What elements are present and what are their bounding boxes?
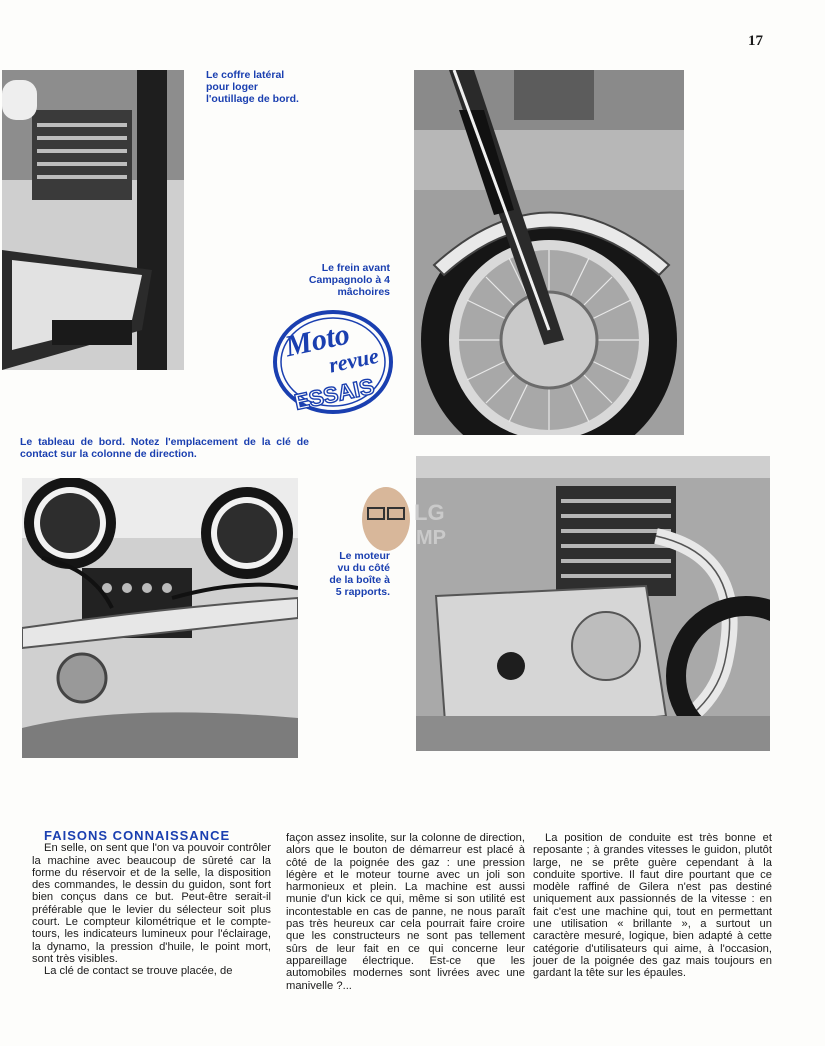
caption-engine: Le moteur vu du côté de la boîte à 5 rapports.	[329, 550, 390, 598]
photo-front-brake	[414, 70, 684, 435]
moto-revue-essais-stamp	[268, 307, 398, 417]
paragraph: En selle, on sent que l'on va pouvoir contrôler la machine avec beaucoup de sûreté car la forme du réservoir et de la selle, la disposition des commandes, le dessin du guidon, sont fort bien conçus dans ce but. Peut-être serait-il préférable que le levier du sélecteur soit plus court. Le compteur kilométrique et le compte-tours, les indicateurs lumineux pour l'éclairage, la dynamo, la pression d'huile, le point mort, sont très visibles.	[32, 842, 271, 965]
article-column-2	[286, 832, 525, 992]
article-heading: FAISONS CONNAISSANCE	[44, 828, 231, 843]
photo-side-toolbox	[2, 70, 184, 370]
caption-front-brake: Le frein avant Campagnolo à 4 mâchoires	[308, 262, 390, 298]
paragraph: façon assez insolite, sur la colonne de direction, alors que le bouton de démarreur est placé à côté de la poignée des gaz : une pression légère et le moteur tourne avec un joli son harmonieux et plein. La machine est aussi munie d'un kick ce qui, même si son utilité est incontestable en cas de panne, ne nous paraît pas très heureux car cela pourrait faire croire que les constructeurs ne sont pas tellement sûrs de leur fait en ce qui concerne leur appareillage électrique. Est-ce que les automobiles modernes sont livrées avec une manivelle ?...	[286, 832, 525, 992]
photo-engine	[416, 456, 770, 751]
svg-text:ESSAIS: ESSAIS	[292, 373, 377, 415]
photo-dashboard	[22, 478, 298, 758]
svg-text:revue: revue	[326, 342, 381, 378]
svg-text:Moto: Moto	[282, 317, 353, 364]
svg-text:MP: MP	[416, 527, 446, 549]
watermark-portrait	[356, 484, 466, 554]
paragraph: La position de conduite est très bonne et reposante ; à grandes vitesses le guidon, plutôt large, ne se prête guère cependant à la conduite sportive. Il faut dire pourtant que ce modèle raffiné de Gilera n'est pas destiné uniquement aux passionnés de la vitesse : en fait c'est une machine qui, tout en permettant une utilisation « brillante », a surtout un caractère mesuré, logique, bien adapté à cette catégorie d'utilisateurs qui aime, à l'occasion, jouer de la poignée des gaz mais toujours en gardant la tête sur les épaules.	[533, 832, 772, 980]
page-number: 17	[748, 33, 763, 49]
article-column-3	[533, 832, 772, 980]
caption-dashboard: Le tableau de bord. Notez l'emplacement de la clé de contact sur la colonne de direction.	[20, 436, 309, 460]
article-column-1	[32, 830, 271, 978]
caption-side-toolbox: Le coffre latéral pour loger l'outillage de bord.	[206, 69, 299, 105]
paragraph: La clé de contact se trouve placée, de	[44, 965, 233, 978]
svg-text:LG: LG	[414, 500, 445, 525]
